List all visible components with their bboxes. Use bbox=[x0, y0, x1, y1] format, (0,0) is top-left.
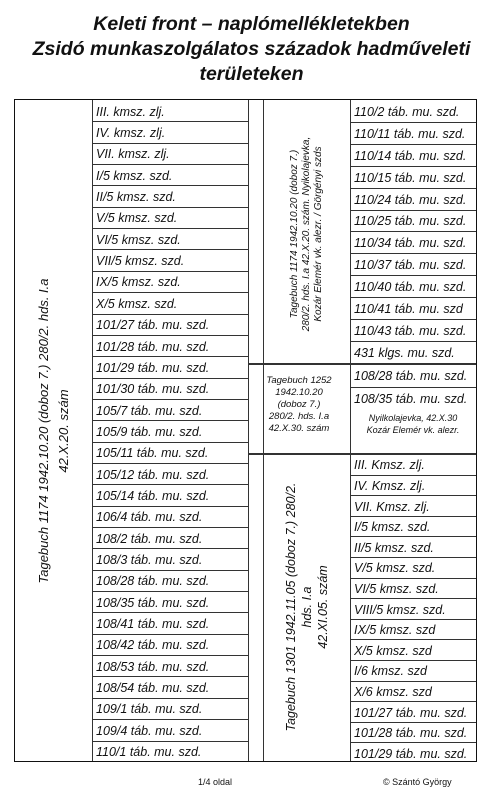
left-unit-cell: 101/30 táb. mu. szd. bbox=[96, 382, 210, 397]
left-unit-cell: V/5 kmsz. szd. bbox=[96, 211, 178, 226]
mid-bottom-line-3: 42.XI.05. szám bbox=[316, 565, 330, 649]
left-unit-cell: 110/1 táb. mu. szd. bbox=[96, 745, 202, 760]
left-unit-cell: IV. kmsz. zlj. bbox=[96, 126, 166, 141]
title-line-1: Keleti front – naplómellékletekben bbox=[93, 13, 410, 35]
left-unit-cell: X/5 kmsz. szd. bbox=[96, 296, 178, 311]
mid-top-line-3: Kozár Elemér vk. alezr. / Görgényi szds bbox=[313, 146, 324, 322]
left-unit-cell: I/5 kmsz. szd. bbox=[96, 168, 173, 183]
right-unit-cell: IV. Kmsz. zlj. bbox=[354, 478, 426, 493]
left-source-line-1: Tagebuch 1174 1942.10.20 (doboz 7.) 280/2. hds. I.a bbox=[36, 278, 51, 584]
left-unit-cell: 105/14 táb. mu. szd. bbox=[96, 488, 210, 503]
right-unit-cell: 110/25 táb. mu. szd. bbox=[354, 214, 467, 229]
mid-middle-note-1: Nyilkolajevka, 42.X.30 bbox=[368, 413, 458, 423]
mid-middle-source bbox=[251, 375, 347, 435]
right-unit-cell: V/5 kmsz. szd. bbox=[354, 561, 436, 576]
left-unit-cell: 105/11 táb. mu. szd. bbox=[96, 446, 209, 461]
left-unit-cell: 109/1 táb. mu. szd. bbox=[96, 702, 203, 717]
right-unit-cell: 110/34 táb. mu. szd. bbox=[354, 236, 467, 251]
right-unit-cell: II/5 kmsz. szd. bbox=[354, 540, 434, 555]
right-unit-cell: 110/37 táb. mu. szd. bbox=[354, 258, 467, 273]
right-unit-cell: VIII/5 kmsz. szd. bbox=[354, 602, 446, 617]
left-unit-cell: VII/5 kmsz. szd. bbox=[96, 254, 185, 269]
right-unit-cell: 110/2 táb. mu. szd. bbox=[354, 104, 460, 119]
right-unit-cell: 110/41 táb. mu. szd bbox=[354, 302, 463, 317]
right-unit-cell: 110/40 táb. mu. szd. bbox=[354, 280, 467, 295]
left-unit-cell: II/5 kmsz. szd. bbox=[96, 190, 176, 205]
left-unit-cell: 105/9 táb. mu. szd. bbox=[96, 424, 203, 439]
right-unit-cell: 101/29 táb. mu. szd. bbox=[354, 746, 468, 761]
mid-middle-line-4: 280/2. hds. I.a bbox=[268, 411, 330, 422]
mid-top-line-2: 280/2. hds. I.a 42.X.20. szám. Nyikolajevka, bbox=[301, 136, 312, 332]
left-unit-cell: 105/12 táb. mu. szd. bbox=[96, 467, 210, 482]
mid-middle-line-5: 42.X.30. szám bbox=[268, 423, 330, 434]
left-unit-cell: 105/7 táb. mu. szd. bbox=[96, 403, 203, 418]
mid-middle-line-3: (doboz 7.) bbox=[277, 399, 321, 410]
right-unit-cell: III. Kmsz. zlj. bbox=[354, 458, 425, 473]
right-unit-cell: 101/28 táb. mu. szd. bbox=[354, 726, 468, 741]
right-unit-cell: IX/5 kmsz. szd bbox=[354, 623, 436, 638]
left-unit-cell: 108/3 táb. mu. szd. bbox=[96, 553, 203, 568]
right-unit-cell: I/6 kmsz. szd bbox=[354, 664, 427, 679]
right-unit-cell: 110/14 táb. mu. szd. bbox=[354, 148, 467, 163]
mid-top-source-label bbox=[289, 137, 325, 332]
left-unit-cell: 108/54 táb. mu. szd. bbox=[96, 681, 210, 696]
right-unit-cell: 110/11 táb. mu. szd. bbox=[354, 126, 466, 141]
right-unit-cell: 110/43 táb. mu. szd. bbox=[354, 323, 467, 338]
right-unit-cell: 110/24 táb. mu. szd. bbox=[354, 192, 467, 207]
left-unit-cell: III. kmsz. zlj. bbox=[96, 104, 165, 119]
mid-middle-note-2: Kozár Elemér vk. alezr. bbox=[366, 425, 460, 435]
left-unit-cell: 101/29 táb. mu. szd. bbox=[96, 360, 210, 375]
left-unit-cell: IX/5 kmsz. szd. bbox=[96, 275, 181, 290]
left-unit-cell: 108/41 táb. mu. szd. bbox=[96, 617, 210, 632]
right-unit-cell: VI/5 kmsz. szd. bbox=[354, 581, 439, 596]
left-source-label bbox=[34, 278, 74, 583]
mid-bottom-source-label bbox=[283, 483, 331, 732]
right-unit-cell: I/5 kmsz. szd. bbox=[354, 520, 431, 535]
left-unit-cell: 109/4 táb. mu. szd. bbox=[96, 723, 203, 738]
right-unit-cell: 431 klgs. mu. szd. bbox=[354, 345, 455, 360]
mid-bottom-line-1: Tagebuch 1301 1942.11.05 (doboz 7.) 280/2. bbox=[284, 482, 298, 732]
left-unit-cell: 108/28 táb. mu. szd. bbox=[96, 574, 210, 589]
left-source-line-2: 42.X.20. szám bbox=[56, 389, 71, 473]
mid-middle-line-2: 1942.10.20 bbox=[275, 387, 323, 398]
left-unit-cell: 101/27 táb. mu. szd. bbox=[96, 318, 210, 333]
right-unit-cell: X/6 kmsz. szd bbox=[354, 684, 432, 699]
right-unit-cell: 101/27 táb. mu. szd. bbox=[354, 705, 468, 720]
title-line-2: Zsidó munkaszolgálatos századok hadműveleti bbox=[32, 38, 471, 60]
left-unit-cell: VI/5 kmsz. szd. bbox=[96, 232, 181, 247]
units-table bbox=[14, 99, 477, 762]
left-unit-cell: 108/42 táb. mu. szd. bbox=[96, 638, 210, 653]
right-unit-cell: 108/28 táb. mu. szd. bbox=[354, 369, 468, 384]
right-unit-cell: X/5 kmsz. szd bbox=[354, 643, 432, 658]
left-unit-cell: 101/28 táb. mu. szd. bbox=[96, 339, 210, 354]
copyright: © Szántó György bbox=[383, 777, 452, 787]
left-unit-cell: 108/2 táb. mu. szd. bbox=[96, 531, 203, 546]
left-unit-cell: 108/35 táb. mu. szd. bbox=[96, 595, 210, 610]
mid-bottom-line-2: hds. I.a bbox=[300, 586, 314, 628]
left-unit-cell: 108/53 táb. mu. szd. bbox=[96, 659, 210, 674]
mid-middle-note bbox=[351, 412, 475, 436]
mid-top-line-1: Tagebuch 1174 1942.10.20 (doboz 7.) bbox=[289, 149, 300, 319]
left-unit-cell: 106/4 táb. mu. szd. bbox=[96, 510, 203, 525]
mid-middle-line-1: Tagebuch 1252 bbox=[266, 375, 332, 386]
page-number: 1/4 oldal bbox=[198, 777, 233, 787]
right-unit-cell: VII. Kmsz. zlj. bbox=[354, 499, 430, 514]
title-line-3: területeken bbox=[199, 63, 304, 85]
right-unit-cell: 108/35 táb. mu. szd. bbox=[354, 391, 468, 406]
left-unit-cell: VII. kmsz. zlj. bbox=[96, 147, 170, 162]
right-unit-cell: 110/15 táb. mu. szd. bbox=[354, 170, 467, 185]
